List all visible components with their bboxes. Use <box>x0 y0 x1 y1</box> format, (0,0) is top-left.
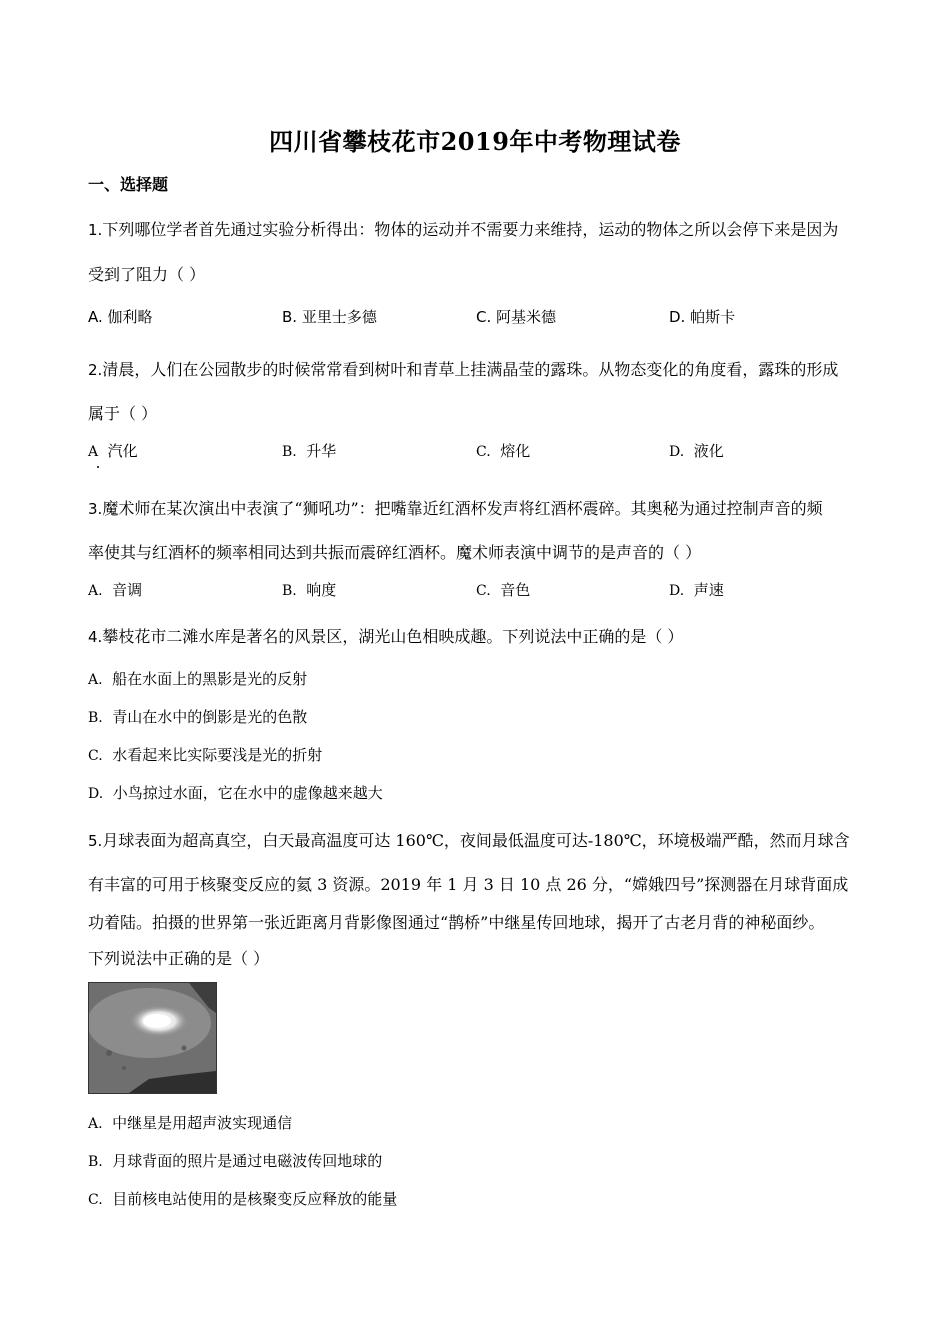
option-a: A. 船在水面上的黑影是光的反射 <box>88 670 308 688</box>
question-1-line-2: 受到了阻力（ ） <box>88 265 206 284</box>
question-number: 4. <box>88 628 103 646</box>
option-b: B. 青山在水中的倒影是光的色散 <box>88 708 308 726</box>
question-5-line-3: 功着陆。拍摄的世界第一张近距离月背影像图通过“鹊桥”中继星传回地球，揭开了古老月背的神秘面纱。 <box>88 913 825 932</box>
option-c: C. 目前核电站使用的是核聚变反应释放的能量 <box>88 1190 398 1208</box>
question-number: 5. <box>88 832 103 850</box>
option-d: D. 帕斯卡 <box>669 308 736 326</box>
option-d: D. 声速 <box>669 581 724 599</box>
question-5-line-2: 有丰富的可用于核聚变反应的氦 3 资源。2019 年 1 月 3 日 10 点 26 分，“嫦娥四号”探测器在月球背面成 <box>88 875 849 894</box>
question-1-line-1 <box>88 217 838 240</box>
option-c: C. 音色 <box>476 581 531 599</box>
question-3-line-2: 率使其与红酒杯的频率相同达到共振而震碎红酒杯。魔术师表演中调节的是声音的（ ） <box>88 543 702 562</box>
question-number: 2. <box>88 361 103 379</box>
question-2-line-2: 属于（ ） <box>88 404 158 423</box>
section-heading: 一、选择题 <box>88 175 169 194</box>
option-d: D. 液化 <box>669 442 724 460</box>
question-number: 3. <box>88 500 103 518</box>
question-text: 攀枝花市二滩水库是著名的风景区，湖光山色相映成趣。下列说法中正确的是（ ） <box>102 627 684 646</box>
option-a: A. 中继星是用超声波实现通信 <box>88 1114 293 1132</box>
option-c: C. 熔化 <box>476 442 531 460</box>
option-a: A 汽化 <box>88 442 138 460</box>
option-d: D. 小鸟掠过水面，它在水中的虚像越来越大 <box>88 784 383 802</box>
question-3-line-1 <box>88 496 823 519</box>
question-number: 1. <box>88 221 103 239</box>
stray-dot <box>97 466 99 468</box>
option-a: A. 伽利略 <box>88 308 153 326</box>
option-b: B. 升华 <box>282 442 337 460</box>
option-b: B. 响度 <box>282 581 337 599</box>
question-text: 魔术师在某次演出中表演了“狮吼功”：把嘴靠近红酒杯发声将红酒杯震碎。其奥秘为通过控制声音的频 <box>102 499 823 518</box>
option-c: C. 水看起来比实际要浅是光的折射 <box>88 746 323 764</box>
page-title: 四川省攀枝花市2019年中考物理试卷 <box>269 127 681 156</box>
option-b: B. 月球背面的照片是通过电磁波传回地球的 <box>88 1152 383 1170</box>
option-c: C. 阿基米德 <box>476 308 557 326</box>
option-b: B. 亚里士多德 <box>282 308 377 326</box>
question-text: 清晨，人们在公园散步的时候常常看到树叶和青草上挂满晶莹的露珠。从物态变化的角度看，露珠的形成 <box>102 360 839 379</box>
question-text: 月球表面为超高真空，白天最高温度可达 160℃，夜间最低温度可达-180℃，环境极端严酷，然而月球含 <box>102 831 850 850</box>
question-5-line-1 <box>88 828 850 851</box>
question-text: 下列哪位学者首先通过实验分析得出：物体的运动并不需要力来维持，运动的物体之所以会停下来是因为 <box>102 220 839 239</box>
question-2-line-1 <box>88 357 838 380</box>
question-4-line-1 <box>88 624 683 647</box>
lunar-surface-illustration <box>89 983 216 1093</box>
lunar-far-side-photo <box>88 982 217 1094</box>
question-5-line-4: 下列说法中正确的是（ ） <box>88 949 270 968</box>
option-a: A. 音调 <box>88 581 143 599</box>
